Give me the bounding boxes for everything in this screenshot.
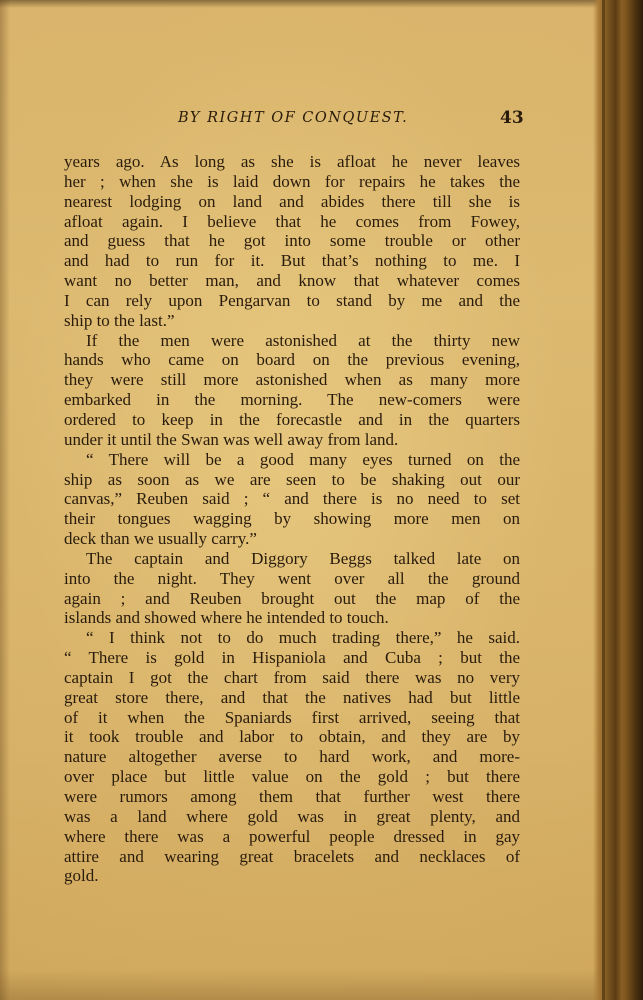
text-line: nearest lodging on land and abides there till she is <box>64 191 520 211</box>
text-line: nature altogether averse to hard work, and more- <box>64 747 520 767</box>
text-line: captain I got the chart from said there was no very <box>64 667 520 687</box>
text-line: embarked in the morning. The new-comers were <box>64 390 520 410</box>
text-line: afloat again. I believe that he comes from Fowey, <box>64 211 520 231</box>
text-line: gold. <box>64 866 99 886</box>
text-line: and guess that he got into some trouble or other <box>64 231 520 251</box>
text-line: hands who came on board on the previous evening, <box>64 350 520 370</box>
text-line: years ago. As long as she is afloat he never leaves <box>64 152 520 171</box>
text-line: was a land where gold was in great plenty, and <box>64 806 520 826</box>
text-line: I can rely upon Pengarvan to stand by me and the <box>64 290 520 310</box>
bottom-edge-shadow <box>0 970 643 1000</box>
text-line: were rumors among them that further west there <box>64 787 520 806</box>
page-number: 43 <box>500 108 524 128</box>
left-edge-shadow <box>0 0 10 1000</box>
text-line: “ I think not to do much trading there,” he said. <box>86 628 520 648</box>
text-line: it took trouble and labor to obtain, and they are by <box>64 727 520 747</box>
text-line: where there was a powerful people dressed in gay <box>64 826 520 846</box>
body-text <box>64 152 520 886</box>
text-line: their tongues wagging by showing more men on <box>64 509 520 529</box>
text-line: under it until the Swan was well away from land. <box>64 429 399 449</box>
text-line: want no better man, and know that whatever comes <box>64 271 520 291</box>
text-line: and had to run for it. But that’s nothing to me. I <box>64 251 520 271</box>
text-line: they were still more astonished when as many more <box>64 370 520 390</box>
text-line: ship as soon as we are seen to be shaking out our <box>64 469 520 489</box>
text-line: “ There is gold in Hispaniola and Cuba ; but the <box>64 648 520 668</box>
running-title: BY RIGHT OF CONQUEST. <box>178 110 409 126</box>
top-edge-shadow <box>0 0 643 8</box>
text-line: ordered to keep in the forecastle and in the quarters <box>64 409 520 429</box>
text-line: her ; when she is laid down for repairs he takes the <box>64 171 520 191</box>
text-line: ship to the last.” <box>64 310 175 330</box>
text-line: attire and wearing great bracelets and necklaces of <box>64 846 520 866</box>
text-line: great store there, and that the natives had but little <box>64 687 520 707</box>
text-line: into the night. They went over all the ground <box>64 568 520 588</box>
text-line: islands and showed where he intended to touch. <box>64 608 389 628</box>
text-line: again ; and Reuben brought out the map of the <box>64 588 520 608</box>
text-line: If the men were astonished at the thirty new <box>86 330 520 350</box>
text-line: The captain and Diggory Beggs talked late on <box>86 548 520 568</box>
running-header <box>150 108 530 132</box>
spine-edge-line <box>602 0 605 1000</box>
text-line: of it when the Spaniards first arrived, seeing that <box>64 707 520 727</box>
text-line: “ There will be a good many eyes turned on the <box>86 449 520 469</box>
text-line: over place but little value on the gold ; but there <box>64 767 520 787</box>
book-spine <box>593 0 643 1000</box>
text-line: canvas,” Reuben said ; “ and there is no need to set <box>64 489 520 509</box>
text-line: deck than we usually carry.” <box>64 529 257 549</box>
